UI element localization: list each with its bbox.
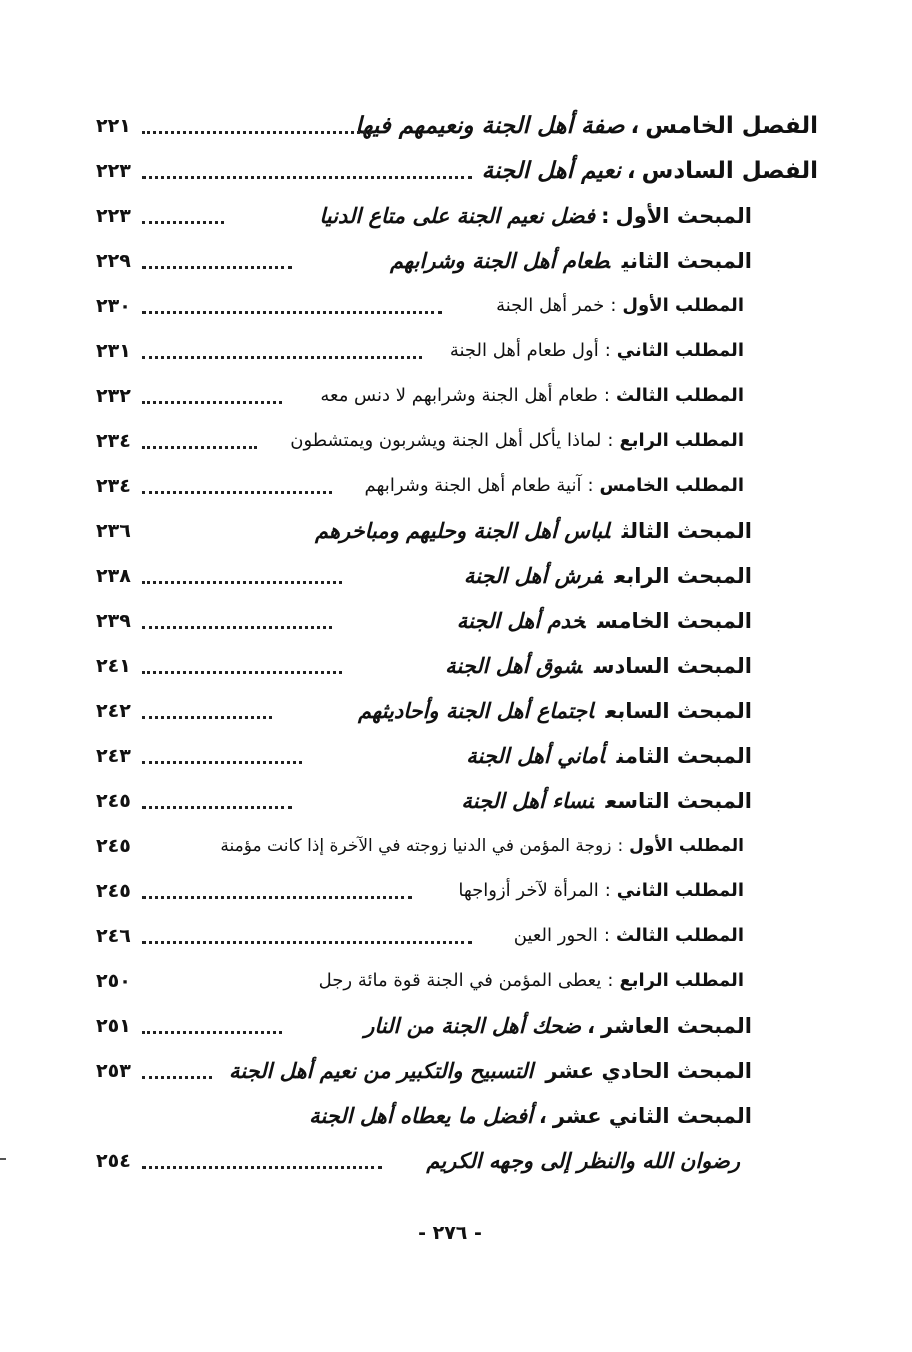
toc-entry-separator: : (604, 340, 611, 361)
toc-entry-text (496, 293, 744, 319)
toc-entry-page: ٢٤٥ (96, 790, 131, 812)
dot-leader (142, 1031, 282, 1034)
toc-entry-heading: المطلب الثالث (615, 385, 744, 406)
toc-entry-title: خمر أهل الجنة (496, 295, 605, 316)
toc-entry-heading: الفصل الخامس (645, 113, 818, 139)
toc-entry-title: ضحك أهل الجنة من النار (364, 1014, 582, 1038)
toc-entry-title: رضوان الله والنظر إلى وجهه الكريم (426, 1149, 740, 1173)
toc-entry-title: لماذا يأكل أهل الجنة ويشربون ويمتشطون (290, 430, 602, 451)
toc-entry-text (229, 1058, 752, 1084)
toc-entry-title: يعطى المؤمن في الجنة قوة مائة رجل (318, 970, 602, 991)
toc-entry-page: ٢٣٦ (96, 520, 131, 542)
toc-entry-heading: المطلب الثالث (615, 925, 744, 946)
dot-leader (142, 401, 282, 404)
toc-entry-title: فرش أهل الجنة (463, 564, 603, 588)
toc-entry-text (319, 968, 744, 994)
toc-entry-title: المرأة لآخر أزواجها (458, 880, 599, 901)
toc-entry (96, 460, 818, 505)
toc-entry-text (450, 338, 744, 364)
toc-entry-title: التسبيح والتكبير من نعيم أهل الجنة (228, 1059, 534, 1083)
dot-leader (142, 491, 332, 494)
toc-entry-text (290, 428, 744, 454)
toc-entry-separator: : (610, 295, 617, 316)
toc-entry-heading: المبحث السادس (593, 654, 752, 678)
toc-entry (96, 235, 818, 280)
toc-entry (96, 595, 818, 640)
dot-leader (142, 806, 292, 809)
toc-entry-separator (594, 699, 606, 723)
toc-entry-heading: المطلب الثاني (616, 340, 744, 361)
toc-entry-heading: المطلب الأول (622, 295, 744, 316)
toc-entry-text (365, 473, 744, 499)
toc-entry-heading: المبحث التاسع (605, 789, 752, 813)
dot-leader (142, 311, 442, 314)
toc-entry-text (220, 833, 744, 859)
toc-entry-text (309, 1103, 752, 1129)
toc-entry-heading: المطلب الثاني (616, 880, 744, 901)
scan-edge-mark (0, 1158, 6, 1160)
toc-entry-title: أماني أهل الجنة (466, 744, 605, 768)
toc-entry-page: ٢٤١ (96, 655, 131, 677)
toc-entry-separator: : (603, 385, 610, 406)
toc-entry-page: ٢٢٩ (96, 250, 131, 272)
toc-entry-title: لباس أهل الجنة وحليهم ومباخرهم (315, 519, 610, 543)
toc-entry-heading: المطلب الأول (629, 836, 744, 856)
toc-entry-heading: المبحث الرابع (614, 564, 752, 588)
toc-entry-page: ٢٤٦ (96, 925, 131, 947)
toc-entry-text (358, 698, 752, 724)
toc-entry (96, 370, 818, 415)
toc-entry-page: ٢٤٢ (96, 700, 131, 722)
toc-entry-title: أول طعام أهل الجنة (449, 340, 599, 361)
toc-entry (96, 280, 818, 325)
dot-leader (142, 626, 332, 629)
page-number: - ٢٧٦ - (418, 1222, 482, 1244)
toc-entry-text (315, 518, 752, 544)
dot-leader (142, 581, 342, 584)
dot-leader (142, 356, 422, 359)
toc-entry-page: ٢٣٠ (96, 295, 131, 317)
toc-entry-separator (604, 744, 616, 768)
dot-leader (142, 716, 272, 719)
toc-entry-title: زوجة المؤمن في الدنيا زوجته في الآخرة إذا كانت مؤمنة (220, 836, 612, 856)
toc-entry (96, 415, 818, 460)
toc-entry-title: طعام أهل الجنة وشرابهم (390, 249, 610, 273)
toc-entry-separator (585, 609, 597, 633)
toc-entry-title: الحور العين (513, 925, 598, 946)
toc-entry-separator: : (587, 475, 594, 496)
toc-entry-separator: : (607, 970, 614, 991)
toc-entry-separator: ، (626, 158, 636, 184)
toc-entry-text (464, 563, 752, 589)
toc-entry-text (458, 878, 744, 904)
toc-entry-page: ٢٥١ (96, 1015, 131, 1037)
dot-leader (142, 761, 302, 764)
toc-entry-heading: المبحث الخامس (597, 609, 752, 633)
toc-entry (96, 955, 818, 1000)
dot-leader (142, 1166, 382, 1169)
toc-entry-text (355, 113, 818, 139)
toc-entry-text (466, 743, 752, 769)
toc-entry-page: ٢٣٤ (96, 430, 131, 452)
toc-entry-page: ٢٤٥ (96, 835, 131, 857)
toc-entry-heading: المبحث الأول (615, 204, 752, 228)
toc-entry-heading: الفصل السادس (641, 158, 818, 184)
toc-entry-separator: ، (630, 113, 640, 139)
toc-entry (96, 730, 818, 775)
toc-entry (96, 1000, 818, 1045)
toc-entry-separator: : (607, 430, 614, 451)
toc-entry (96, 505, 818, 550)
toc-entry-page: ٢٤٣ (96, 745, 131, 767)
toc-entry-separator: : (617, 836, 624, 856)
toc-entry-page: ٢٣٩ (96, 610, 131, 632)
toc-entry-separator (582, 654, 594, 678)
toc-entry-title: فضل نعيم الجنة على متاع الدنيا (319, 204, 596, 228)
toc-entry-page: ٢٥٠ (96, 970, 131, 992)
toc-entry-text (514, 923, 744, 949)
toc-entry (96, 775, 818, 820)
toc-entry-title: آنية طعام أهل الجنة وشرابهم (364, 475, 582, 496)
dot-leader (142, 671, 342, 674)
toc-entry-heading: المبحث الثامن (616, 744, 752, 768)
toc-entry (96, 1045, 818, 1090)
toc-entry (96, 640, 818, 685)
toc-entry-separator (610, 249, 622, 273)
toc-entry-heading: المبحث الحادي عشر (545, 1059, 752, 1083)
toc-entry (96, 550, 818, 595)
table-of-contents (96, 100, 818, 1180)
toc-entry (96, 190, 818, 235)
toc-entry (96, 865, 818, 910)
toc-entry-separator: ، (538, 1104, 547, 1128)
toc-entry-title: شوق أهل الجنة (445, 654, 582, 678)
toc-entry-page: ٢٥٤ (96, 1150, 131, 1172)
toc-entry-page: ٢٣١ (96, 340, 131, 362)
toc-entry (96, 910, 818, 955)
toc-entry-separator: ، (587, 1014, 596, 1038)
toc-entry-heading: المبحث العاشر (601, 1014, 752, 1038)
dot-leader (142, 266, 292, 269)
toc-entry-text (364, 1013, 752, 1039)
toc-entry-separator: : (601, 204, 610, 228)
dot-leader (142, 131, 372, 134)
toc-entry-heading: المبحث الثاني عشر (552, 1104, 752, 1128)
toc-entry-separator (603, 564, 615, 588)
toc-entry-page: ٢٥٣ (96, 1060, 131, 1082)
toc-entry-title: طعام أهل الجنة وشرابهم لا دنس معه (320, 385, 598, 406)
toc-entry-text (445, 653, 752, 679)
toc-entry-text (319, 203, 752, 229)
dot-leader (142, 941, 472, 944)
toc-entry-heading: المطلب الخامس (599, 475, 744, 496)
toc-entry-heading: المطلب الرابع (619, 430, 744, 451)
toc-entry-text (457, 608, 752, 634)
toc-entry (96, 1135, 818, 1180)
toc-entry-separator: : (604, 880, 611, 901)
dot-leader (142, 446, 257, 449)
toc-entry (96, 100, 818, 145)
toc-entry-page: ٢٣٢ (96, 385, 131, 407)
toc-entry (96, 820, 818, 865)
toc-entry (96, 1090, 818, 1135)
toc-entry-text (482, 158, 818, 184)
toc-entry-text (320, 383, 744, 409)
toc-entry-page: ٢٤٥ (96, 880, 131, 902)
toc-entry-page: ٢٣٤ (96, 475, 131, 497)
toc-entry-title: أفضل ما يعطاه أهل الجنة (309, 1104, 533, 1128)
toc-entry-text (426, 1148, 752, 1174)
toc-entry-heading: المبحث الثالث (621, 519, 752, 543)
toc-entry-text (461, 788, 752, 814)
toc-entry-heading: المبحث الثاني (621, 249, 752, 273)
toc-entry-page: ٢٢٣ (96, 160, 131, 182)
toc-entry-title: نعيم أهل الجنة (481, 158, 621, 184)
toc-entry-heading: المبحث السابع (605, 699, 752, 723)
dot-leader (142, 896, 412, 899)
toc-entry-title: اجتماع أهل الجنة وأحاديثهم (358, 699, 594, 723)
toc-entry-separator (740, 1149, 752, 1173)
toc-entry-separator (533, 1059, 545, 1083)
toc-entry-page: ٢٣٨ (96, 565, 131, 587)
toc-entry-text (390, 248, 752, 274)
toc-entry-page: ٢٢١ (96, 115, 131, 137)
toc-entry-title: خدم أهل الجنة (456, 609, 586, 633)
toc-entry-title: صفة أهل الجنة ونعيمهم فيها (355, 113, 625, 139)
toc-entry (96, 145, 818, 190)
toc-entry (96, 685, 818, 730)
toc-entry (96, 325, 818, 370)
dot-leader (142, 176, 472, 179)
toc-entry-separator (594, 789, 606, 813)
toc-entry-separator: : (603, 925, 610, 946)
toc-entry-heading: المطلب الرابع (619, 970, 744, 991)
toc-entry-title: نساء أهل الجنة (461, 789, 594, 813)
toc-entry-separator (610, 519, 622, 543)
toc-entry-page: ٢٢٣ (96, 205, 131, 227)
